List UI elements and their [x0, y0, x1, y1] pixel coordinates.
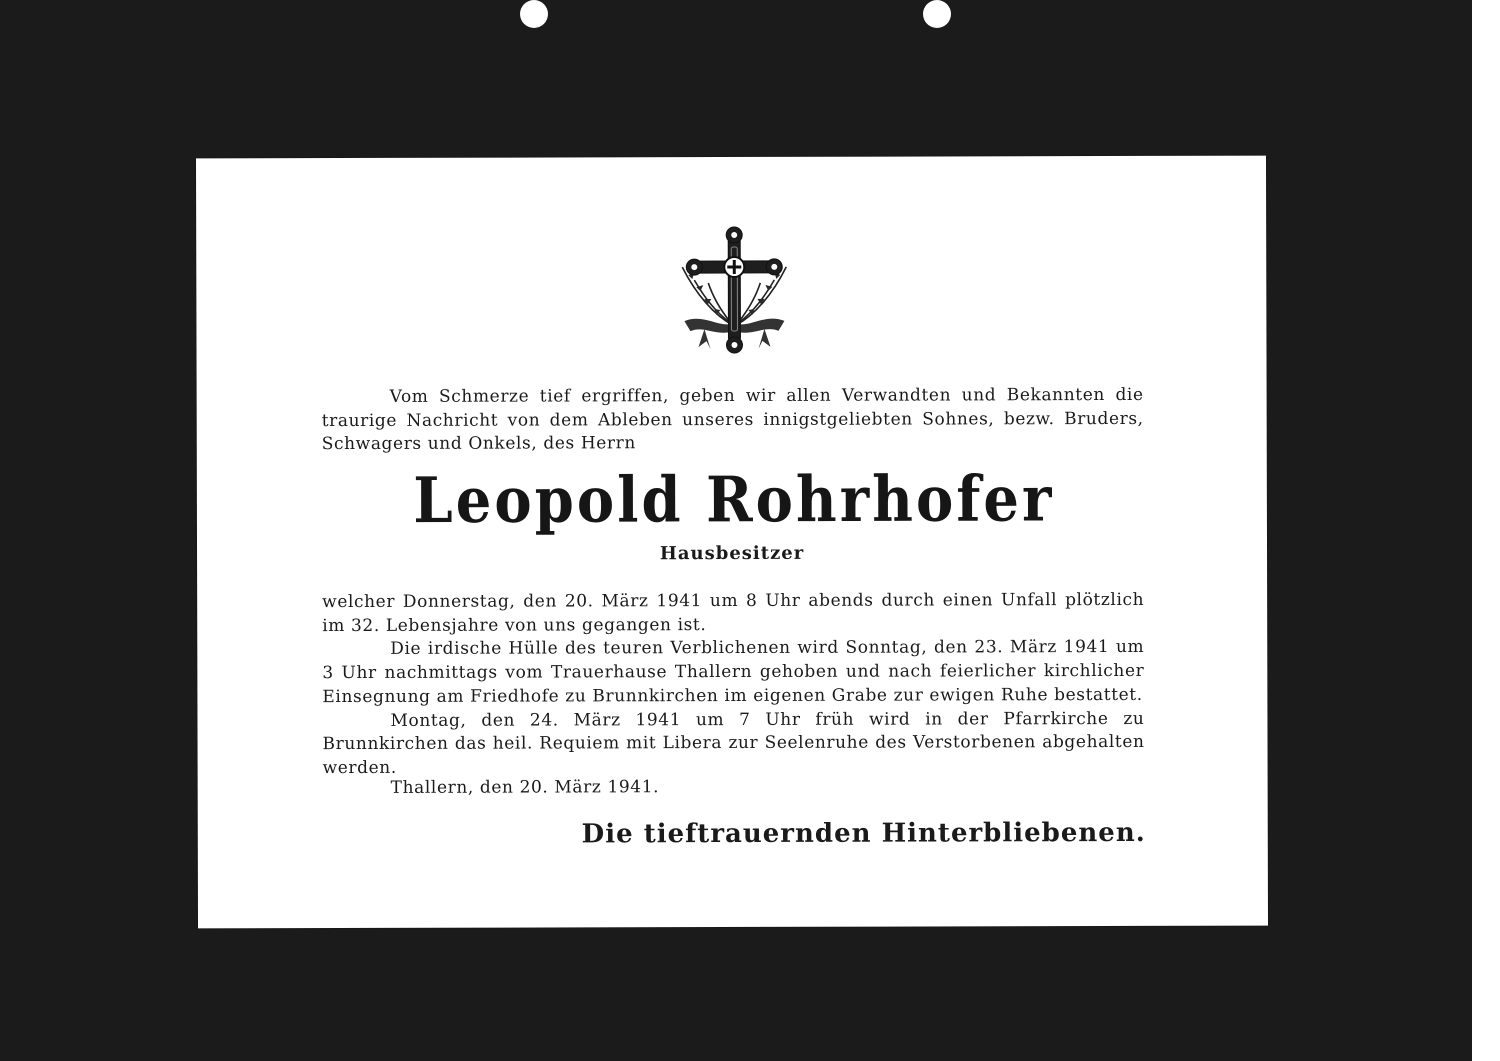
- place-date: Thallern, den 20. März 1941.: [390, 777, 660, 798]
- obituary-card: [196, 156, 1268, 929]
- funeral-paragraph: Die irdische Hülle des teuren Verblichenen wird Sonntag, den 23. März 1941 um 3 Uhr nachmittags vom Trauerhause Thallern gehoben und nach feierlicher kirchlicher Einsegnung am Friedhofe zu Brunnkirchen im eigenen Grabe zur ewigen Ruhe bestattet.: [322, 637, 1145, 707]
- closing-signature: Die tieftrauernden Hinterbliebenen.: [581, 817, 1146, 850]
- death-paragraph: welcher Donnerstag, den 20. März 1941 um 8 Uhr abends durch einen Unfall plötzlich im 32. Lebensjahre von uns gegangen ist.: [322, 589, 1145, 636]
- punch-hole-right: [923, 0, 951, 28]
- intro-paragraph: Vom Schmerze tief ergriffen, geben wir allen Verwandten und Bekannten die traurige Nachricht von dem Ableben unseres innigstgeliebten Sohnes, bezw. Bruders, Schwagers und Onkels, des Herrn: [321, 384, 1144, 455]
- notice-body: [322, 589, 1144, 781]
- cross-with-palm-fronds-icon: [674, 225, 794, 360]
- deceased-name: Leopold Rohrhofer: [413, 462, 1055, 538]
- occupation: Hausbesitzer: [659, 542, 805, 565]
- requiem-paragraph: Montag, den 24. März 1941 um 7 Uhr früh wird in der Pfarrkirche zu Brunnkirchen das heil. Requiem mit Libera zur Seelenruhe des Verstorbenen abgehalten werden.: [322, 708, 1145, 778]
- punch-hole-left: [520, 0, 548, 28]
